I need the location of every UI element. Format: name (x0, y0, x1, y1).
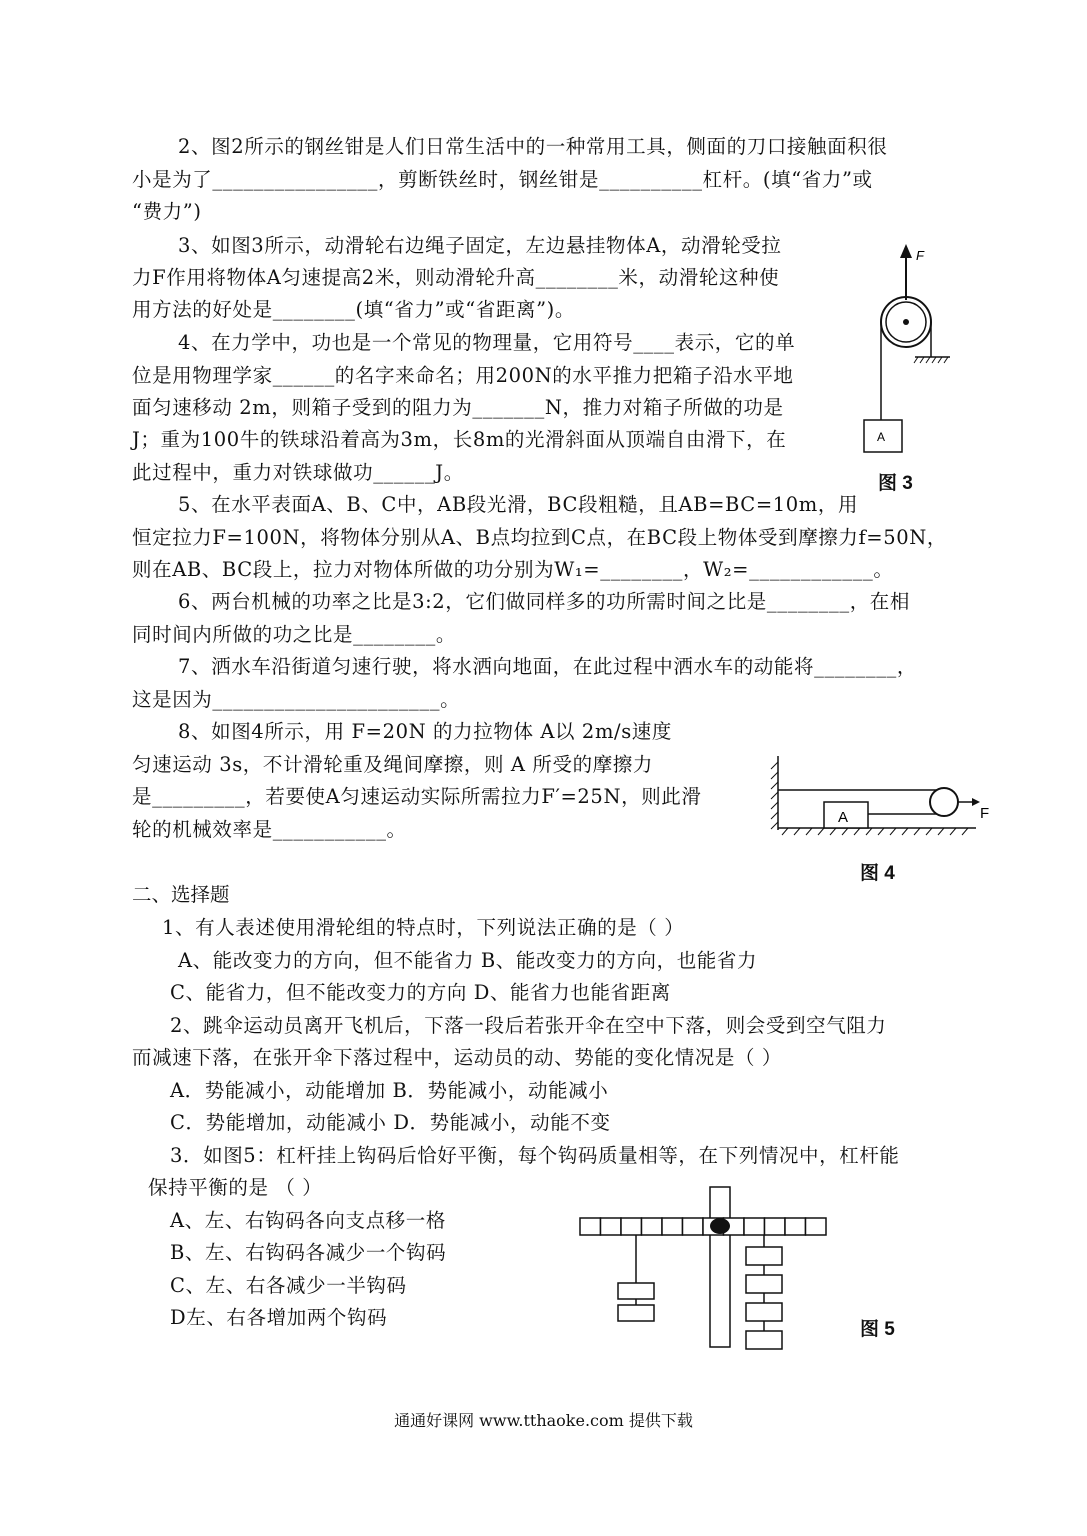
right-weight (746, 1303, 782, 1321)
q4-line5: 此过程中，重力对铁球做功______J。 (132, 461, 464, 484)
left-weight (618, 1305, 654, 1321)
fig3-block-label: A (877, 430, 886, 444)
hatch (932, 357, 936, 363)
lever-beam-segment (744, 1218, 765, 1235)
figure-3-caption: 图 3 (878, 473, 913, 494)
q2-line1: 2、图2所示的钢丝钳是人们日常生活中的一种常用工具，侧面的刀口接触面积很 (178, 135, 888, 158)
hatch (914, 357, 918, 363)
mc-q3-option-b: B、左、右钩码各减少一个钩码 (170, 1241, 447, 1264)
floor-hatch (830, 828, 836, 835)
q8-line4: 轮的机械效率是___________。 (132, 818, 407, 841)
figure-4-pulley-diagram (766, 752, 996, 842)
mc-q1-stem: 1、有人表述使用滑轮组的特点时，下列说法正确的是（ ） (162, 916, 685, 939)
wall-hatch (771, 812, 778, 819)
mc-q2-stem-line1: 2、跳伞运动员离开飞机后，下落一段后若张开伞在空中下落，则会受到空气阻力 (170, 1014, 887, 1037)
lever-beam-segment (662, 1218, 683, 1235)
q5-line1: 5、在水平表面A、B、C中，AB段光滑，BC段粗糙，且AB=BC=10m，用 (178, 493, 859, 516)
q3-line2: 力F作用将物体A匀速提高2米，则动滑轮升高________米，动滑轮这种使 (132, 266, 780, 289)
lever-beam-segment (621, 1218, 642, 1235)
mc-q3-option-c: C、左、右各减少一半钩码 (170, 1274, 407, 1297)
q6-line1: 6、两台机械的功率之比是3:2，它们做同样多的功所需时间之比是________，在相 (178, 590, 910, 613)
lever-beam-segment (580, 1218, 601, 1235)
fig3-force-label: F (916, 248, 924, 263)
mc-q2-options-ab: A．势能减小，动能增加 B．势能减小，动能减小 (170, 1079, 609, 1102)
hatch (926, 357, 930, 363)
fig4-block-label: A (838, 809, 849, 826)
q8-line1: 8、如图4所示，用 F=20N 的力拉物体 A以 2m/s速度 (178, 720, 673, 743)
wall-hatch (771, 802, 778, 809)
floor-hatch (818, 828, 824, 835)
lever-beam-segment (683, 1218, 704, 1235)
q2-line3: “费力”) (132, 200, 202, 223)
section-2-title: 二、选择题 (132, 883, 230, 906)
hatch (938, 357, 942, 363)
force-arrowhead (972, 798, 980, 806)
floor-hatch (926, 828, 932, 835)
mc-q3-option-a: A、左、右钩码各向支点移一格 (170, 1209, 446, 1232)
force-arrowhead (900, 244, 912, 258)
floor-hatch (878, 828, 884, 835)
floor-hatch (854, 828, 860, 835)
floor-hatch (902, 828, 908, 835)
q4-line2: 位是用物理学家______的名字来命名；用200N的水平推力把箱子沿水平地 (132, 364, 794, 387)
floor-hatch (914, 828, 920, 835)
q2-line2: 小是为了________________，剪断铁丝时，钢丝钳是__________杠杆。(填“省力”或 (132, 168, 873, 191)
floor-hatch (806, 828, 812, 835)
mc-q1-options-cd: C、能省力，但不能改变力的方向 D、能省力也能省距离 (170, 981, 671, 1004)
q4-line4: J；重为100牛的铁球沿着高为3m，长8m的光滑斜面从顶端自由滑下，在 (132, 428, 787, 451)
q8-line2: 匀速运动 3s，不计滑轮重及绳间摩擦，则 A 所受的摩擦力 (132, 753, 653, 776)
figure-3-pulley-diagram (860, 240, 970, 470)
q8-line3: 是_________，若要使A匀速运动实际所需拉力F′=25N，则此滑 (132, 785, 702, 808)
q7-line1: 7、洒水车沿街道匀速行驶，将水洒向地面，在此过程中洒水车的动能将________， (178, 655, 918, 678)
lever-beam-segment (765, 1218, 786, 1235)
floor-hatch (866, 828, 872, 835)
figure-4-caption: 图 4 (860, 863, 895, 884)
hatch (944, 357, 948, 363)
figure-5-caption: 图 5 (860, 1319, 895, 1340)
floor-hatch (950, 828, 956, 835)
floor-hatch (842, 828, 848, 835)
figure-5-lever-diagram (578, 1185, 838, 1370)
right-weight (746, 1247, 782, 1265)
lever-beam-segment (785, 1218, 806, 1235)
pulley-axle (903, 319, 909, 325)
lever-support-post (710, 1187, 730, 1347)
q3-line3: 用方法的好处是________(填“省力”或“省距离”)。 (132, 298, 575, 321)
q4-line1: 4、在力学中，功也是一个常见的物理量，它用符号____表示，它的单 (178, 331, 796, 354)
q5-line2: 恒定拉力F=100N，将物体分别从A、B点均拉到C点，在BC段上物体受到摩擦力f=50N， (132, 526, 948, 549)
floor-hatch (782, 828, 788, 835)
lever-beam-segment (642, 1218, 663, 1235)
mc-q1-options-ab: A、能改变力的方向，但不能省力 B、能改变力的方向，也能省力 (178, 949, 758, 972)
floor-hatch (962, 828, 968, 835)
wall-hatch (771, 782, 778, 789)
wall-hatch (771, 762, 778, 769)
lever-beam (580, 1218, 826, 1235)
q7-line2: 这是因为______________________。 (132, 688, 461, 711)
mc-q2-options-cd: C．势能增加，动能减小 D．势能减小，动能不变 (170, 1111, 611, 1134)
wall-hatch (771, 822, 778, 829)
q6-line2: 同时间内所做的功之比是________。 (132, 623, 456, 646)
hatch (920, 357, 924, 363)
mc-q3-stem-line1: 3．如图5：杠杆挂上钩码后恰好平衡，每个钩码质量相等，在下列情况中，杠杆能 (170, 1144, 900, 1167)
floor-hatch (890, 828, 896, 835)
pulley-wheel (930, 788, 958, 816)
q5-line3: 则在AB、BC段上，拉力对物体所做的功分别为W₁=________，W₂=____________。 (132, 558, 894, 581)
wall-hatch (771, 792, 778, 799)
mc-q3-option-d: D左、右各增加两个钩码 (170, 1306, 388, 1329)
floor-hatch (794, 828, 800, 835)
right-weight (746, 1331, 782, 1349)
lever-pivot (710, 1218, 730, 1234)
mc-q3-stem-line2: 保持平衡的是 （ ） (148, 1176, 323, 1199)
q3-line1: 3、如图3所示，动滑轮右边绳子固定，左边悬挂物体A，动滑轮受拉 (178, 234, 782, 257)
left-weight (618, 1283, 654, 1299)
q4-line3: 面匀速移动 2m，则箱子受到的阻力为_______N，推力对箱子所做的功是 (132, 396, 784, 419)
lever-beam-segment (601, 1218, 622, 1235)
right-weight (746, 1275, 782, 1293)
floor-hatch (938, 828, 944, 835)
fig4-force-label: F (980, 805, 990, 822)
right-weight-stack (746, 1247, 782, 1349)
lever-beam-segment (806, 1218, 827, 1235)
page-footer: 通通好课网 www.tthaoke.com 提供下载 (394, 1411, 693, 1430)
wall-hatch (771, 772, 778, 779)
mc-q2-stem-line2: 而减速下落，在张开伞下落过程中，运动员的动、势能的变化情况是（ ） (132, 1046, 782, 1069)
